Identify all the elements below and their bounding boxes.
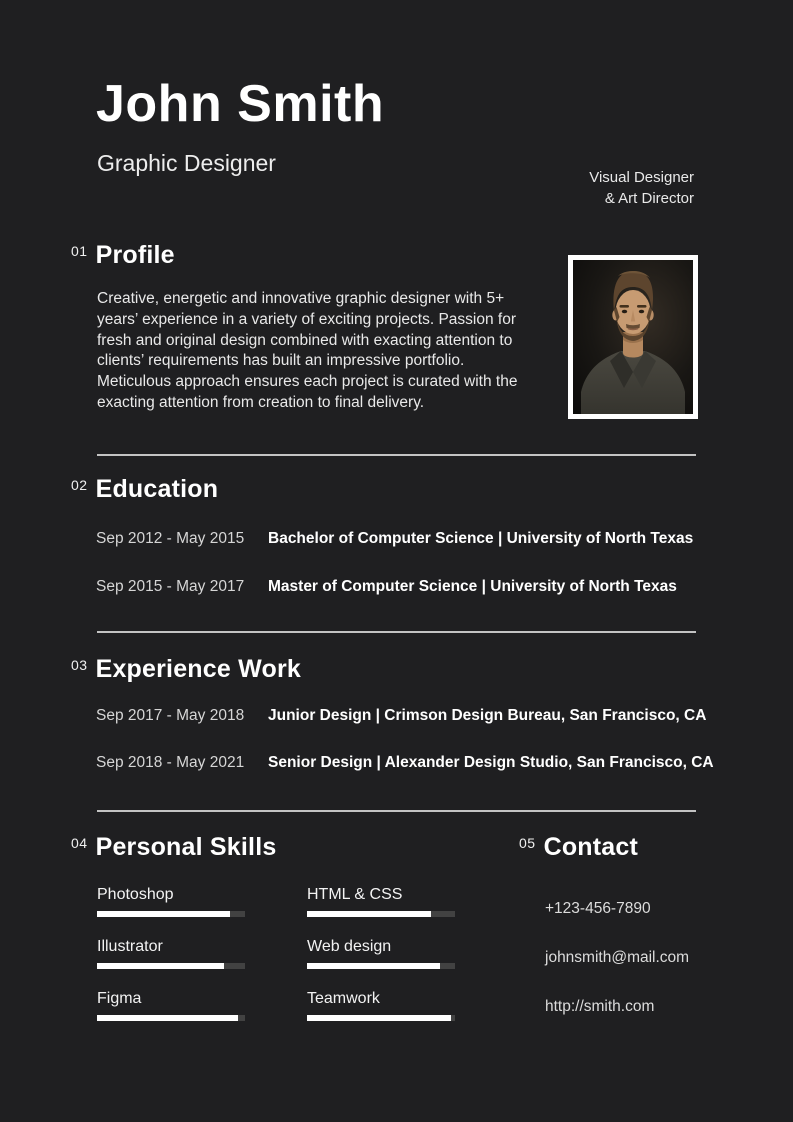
education-date: Sep 2012 - May 2015: [96, 530, 245, 547]
side-title-line1: Visual Designer: [589, 169, 694, 186]
education-heading: [71, 475, 218, 504]
skill-label: Illustrator: [97, 938, 163, 955]
profile-summary: Creative, energetic and innovative graphic designer with 5+ years’ experience in a variety of exciting projects. Passion for fresh and original design combined with exacting attention to clients’ requirements has built an impressive portfolio. Meticulous approach ensures each project is curated with the exacting attention from creation to final delivery.: [97, 290, 518, 411]
education-date: Sep 2015 - May 2017: [96, 578, 245, 595]
skills-column-left: [97, 885, 247, 1041]
side-title-line2: & Art Director: [604, 190, 694, 207]
person-name: John Smith: [96, 75, 385, 133]
skill-progress-track: [307, 963, 455, 969]
portrait-illustration: [573, 260, 693, 414]
skill-label: Figma: [97, 990, 142, 1007]
skill-label: Teamwork: [307, 990, 380, 1007]
section-title: Personal Skills: [95, 833, 277, 861]
divider: [97, 631, 696, 633]
skill-item: [97, 885, 247, 917]
skill-label: HTML & CSS: [307, 886, 403, 903]
skill-label: Web design: [307, 938, 392, 955]
section-number: 04: [71, 835, 88, 851]
skill-progress-track: [97, 963, 245, 969]
skill-progress-track: [307, 1015, 455, 1021]
skills-column-right: [307, 885, 457, 1041]
skill-progress-fill: [97, 1015, 238, 1021]
side-title: [589, 167, 694, 209]
contact-list: [545, 899, 689, 1046]
divider: [97, 810, 696, 812]
skill-progress-track: [307, 911, 455, 917]
section-title: Contact: [543, 833, 639, 861]
section-number: 03: [71, 657, 88, 673]
experience-row: [96, 753, 714, 772]
section-title: Profile: [95, 241, 175, 269]
section-title: Experience Work: [95, 655, 301, 683]
profile-heading: [71, 241, 175, 270]
section-number: 01: [71, 243, 88, 259]
skill-progress-fill: [97, 911, 230, 917]
portrait-photo: [568, 255, 698, 419]
skill-progress-fill: [307, 963, 440, 969]
section-title: Education: [95, 475, 219, 503]
experience-date: Sep 2017 - May 2018: [96, 707, 245, 724]
skill-progress-track: [97, 1015, 245, 1021]
job-title: Graphic Designer: [97, 150, 276, 176]
contact-phone: +123-456-7890: [545, 900, 651, 917]
skill-item: [307, 937, 457, 969]
education-row: [96, 577, 677, 596]
contact-email: johnsmith@mail.com: [545, 949, 690, 966]
experience-heading: [71, 655, 301, 684]
education-description: Master of Computer Science | University of North Texas: [268, 578, 677, 595]
skills-heading: [71, 833, 276, 862]
skill-item: [307, 989, 457, 1021]
section-number: 02: [71, 477, 88, 493]
experience-description: Senior Design | Alexander Design Studio, San Francisco, CA: [268, 754, 714, 771]
skill-progress-fill: [307, 1015, 451, 1021]
skill-progress-fill: [97, 963, 224, 969]
divider: [97, 454, 696, 456]
skill-progress-fill: [307, 911, 431, 917]
skill-item: [97, 937, 247, 969]
skill-item: [97, 989, 247, 1021]
contact-website: http://smith.com: [545, 998, 655, 1015]
skill-progress-track: [97, 911, 245, 917]
contact-heading: [519, 833, 638, 862]
experience-description: Junior Design | Crimson Design Bureau, San Francisco, CA: [268, 707, 707, 724]
skill-label: Photoshop: [97, 886, 174, 903]
skill-item: [307, 885, 457, 917]
education-description: Bachelor of Computer Science | University of North Texas: [268, 530, 694, 547]
education-row: [96, 529, 693, 548]
experience-date: Sep 2018 - May 2021: [96, 754, 245, 771]
section-number: 05: [519, 835, 536, 851]
experience-row: [96, 706, 706, 725]
